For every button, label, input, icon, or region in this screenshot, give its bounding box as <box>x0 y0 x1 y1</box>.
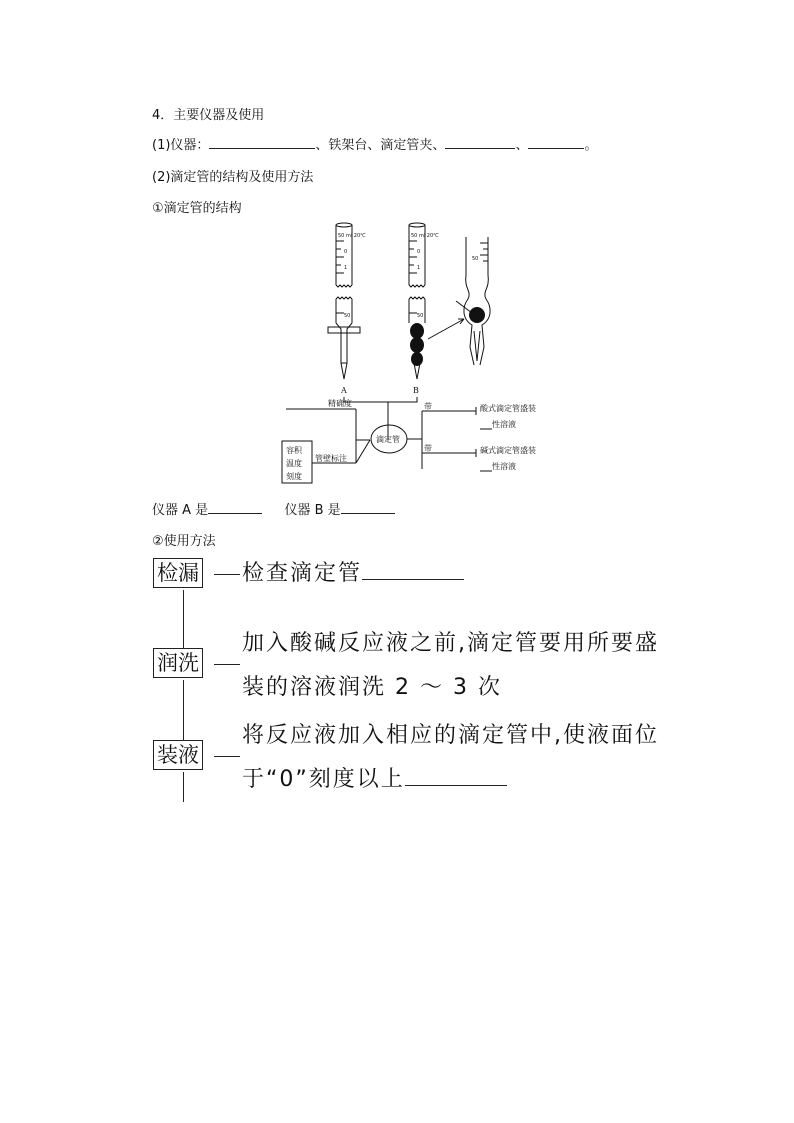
glass-bead-icon <box>469 307 485 323</box>
instrument-blank-2[interactable] <box>445 136 515 149</box>
burette-node: 滴定管 <box>376 435 400 444</box>
step1-blank[interactable] <box>362 557 464 580</box>
burette-figure <box>278 215 558 487</box>
tube-a-scale-0: 0 <box>344 249 348 255</box>
acid-prefix: 带 <box>424 402 432 411</box>
label-a: A <box>341 386 347 395</box>
step1-connector <box>214 574 240 575</box>
instrument-a-blank[interactable] <box>208 501 262 514</box>
flow-line-3 <box>183 772 184 802</box>
instruments-line: (1)仪器： 、铁架台、滴定管夹、 、 。 <box>152 138 598 153</box>
burette-title: (2)滴定管的结构及使用方法 <box>152 170 314 185</box>
step3-connector <box>214 756 240 757</box>
detail-scale-50: 50 <box>472 256 479 262</box>
tube-a-scale-1: 1 <box>344 265 348 271</box>
step2-box: 润洗 <box>153 648 203 678</box>
marks-scale: 刻度 <box>286 472 302 481</box>
tube-a-top-label: 50 ml 20℃ <box>338 233 366 239</box>
instrument-blank-1[interactable] <box>209 136 315 149</box>
instrument-answers: 仪器 A 是 仪器 B 是 <box>152 499 395 518</box>
glass-bead-detail-icon <box>428 237 490 365</box>
tube-a-scale-50: 50 <box>344 313 351 319</box>
rubber-tube-beads-icon <box>410 323 424 366</box>
base-text-2: 性溶液 <box>492 462 516 471</box>
acid-text: 酸式滴定管盛装 <box>480 404 536 413</box>
step1-box: 检漏 <box>153 558 203 588</box>
marks-temperature: 温度 <box>286 459 302 468</box>
structure-title: ①滴定管的结构 <box>152 201 242 216</box>
tube-b-scale-1: 1 <box>417 265 421 271</box>
step3-line2: 于“0”刻度以上 <box>242 758 507 802</box>
base-text: 碱式滴定管盛装 <box>480 446 536 455</box>
burette-a-icon <box>328 223 360 379</box>
step2-line1: 加入酸碱反应液之前,滴定管要用所要盛 <box>242 631 659 656</box>
flow-line-2 <box>183 680 184 740</box>
tube-b-scale-0: 0 <box>417 249 421 255</box>
tube-b-top-label: 50 ml 20℃ <box>411 233 439 239</box>
step1-text: 检查滴定管 <box>242 552 464 596</box>
step2-line2: 装的溶液润洗 2 ～ 3 次 <box>242 675 502 700</box>
tube-marks-label: 管壁标注 <box>315 454 347 463</box>
precision-label: 精确度 <box>328 399 352 408</box>
step2-connector <box>214 664 240 665</box>
step3-line1: 将反应液加入相应的滴定管中,使液面位 <box>242 723 659 748</box>
base-prefix: 带 <box>424 444 432 453</box>
label-b: B <box>413 386 419 395</box>
instrument-b-blank[interactable] <box>341 501 395 514</box>
flow-line-1 <box>183 590 184 648</box>
instrument-blank-3[interactable] <box>528 136 584 149</box>
marks-volume: 容积 <box>286 446 302 455</box>
acid-text-2: 性溶液 <box>492 420 516 429</box>
section-heading: 4．主要仪器及使用 <box>152 108 265 123</box>
step3-box: 装液 <box>153 740 203 770</box>
tube-b-scale-50: 50 <box>417 313 424 319</box>
usage-title: ②使用方法 <box>152 534 216 549</box>
step3-blank[interactable] <box>405 763 507 786</box>
